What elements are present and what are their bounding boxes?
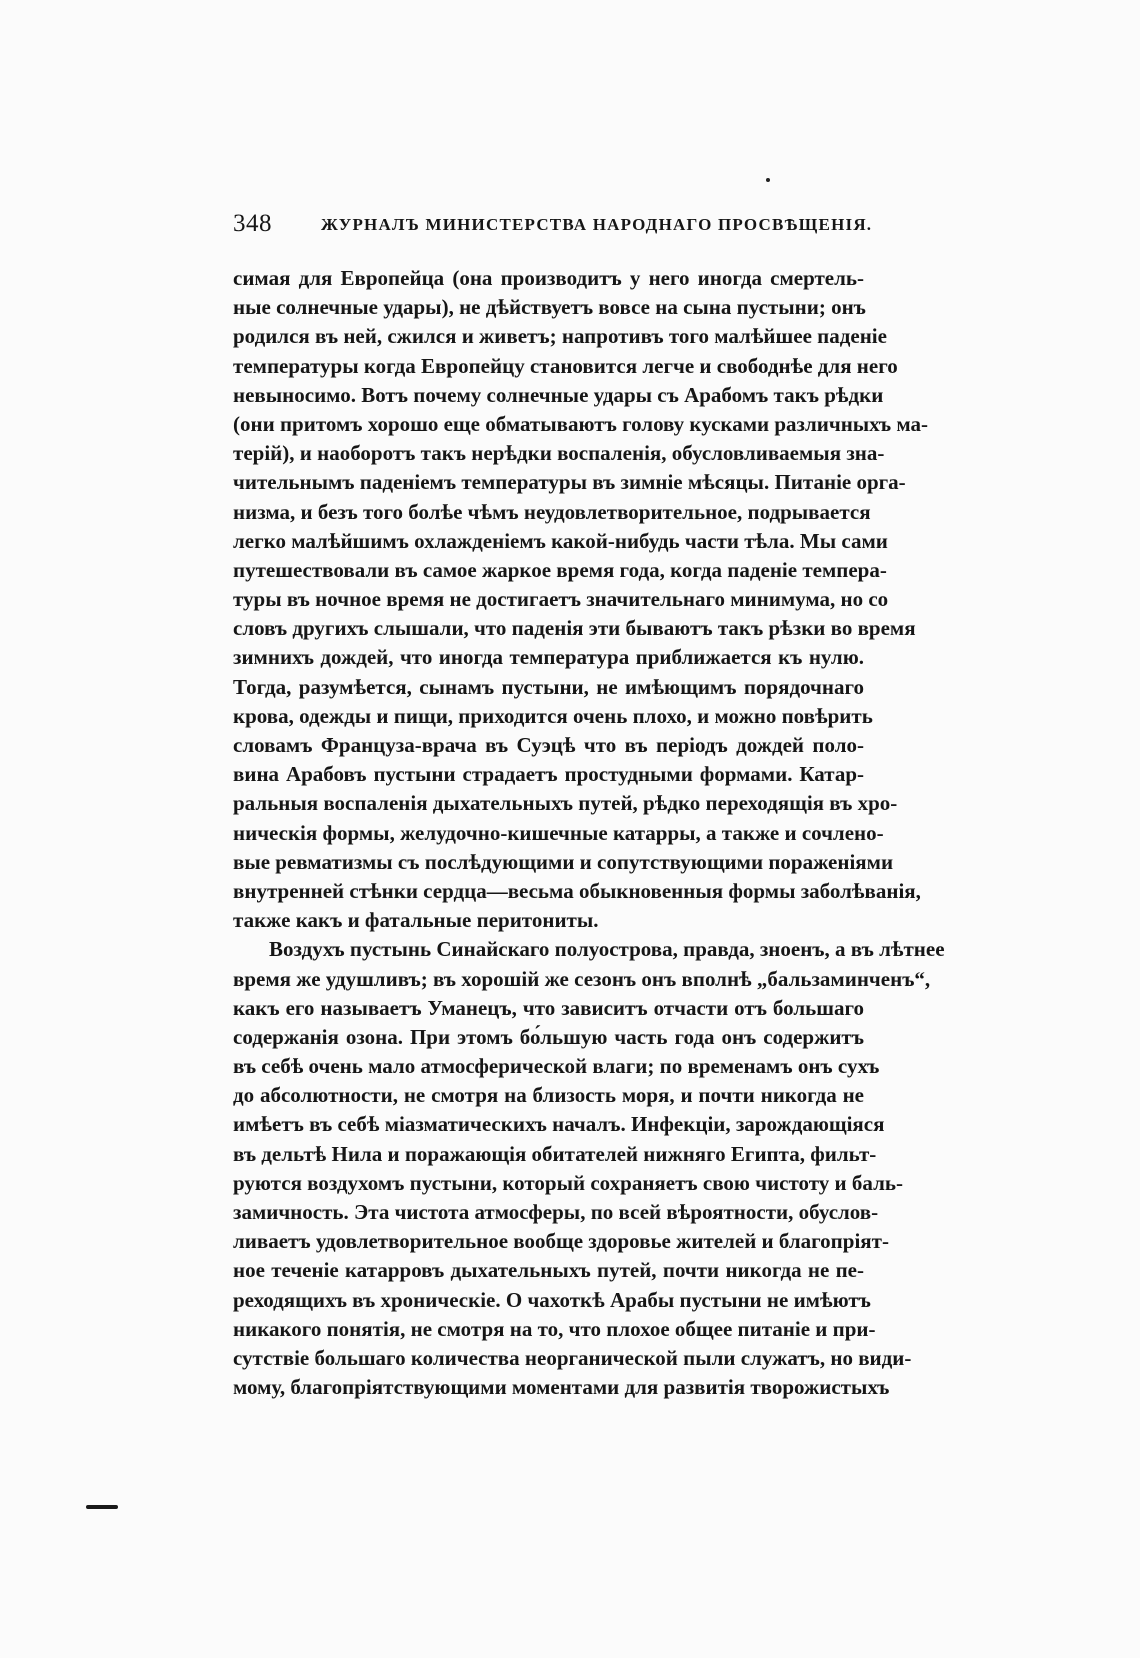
text-line: словамъ Француза-врача въ Суэцѣ что въ періодъ дождей поло- xyxy=(233,733,864,757)
page-number: 348 xyxy=(233,210,272,237)
text-line: легко малѣйшимъ охлажденіемъ какой-нибудь части тѣла. Мы сами xyxy=(233,528,888,553)
text-line: низма, и безъ того болѣе чѣмъ неудовлетворительное, подрывается xyxy=(233,499,871,524)
text-line: какъ его называетъ Уманецъ, что зависитъ отчасти отъ большаго xyxy=(233,995,864,1020)
text-line: ные солнечные удары), не дѣйствуетъ вовсе на сына пустыни; онъ xyxy=(233,295,866,320)
text-line: вина Арабовъ пустыни страдаетъ простудными формами. Катар- xyxy=(233,762,864,787)
paragraph-2 xyxy=(233,935,945,1402)
text-line: Воздухъ пустынь Синайскаго полуострова, правда, зноенъ, а въ лѣтнее xyxy=(269,937,945,962)
text-line: вые ревматизмы съ послѣдующими и сопутствующими пораженіями xyxy=(233,849,894,874)
text-line: невыносимо. Вотъ почему солнечные удары съ Арабомъ такъ рѣдки xyxy=(233,382,884,407)
text-line: реходящихъ въ хроническіе. О чахоткѣ Арабы пустыни не имѣютъ xyxy=(233,1287,871,1312)
text-line: содержанія озона. При этомъ бо́льшую часть года онъ содержитъ xyxy=(233,1024,864,1049)
text-line: чительнымъ паденіемъ температуры въ зимніе мѣсяцы. Питаніе орга- xyxy=(233,470,906,495)
text-line: руются воздухомъ пустыни, который сохраняетъ свою чистоту и баль- xyxy=(233,1170,903,1195)
text-line: въ дельтѣ Нила и поражающія обитателей нижняго Египта, фильт- xyxy=(233,1141,877,1166)
text-line: также какъ и фатальные перитониты. xyxy=(233,908,599,933)
text-line: ливаетъ удовлетворительное вообще здоровье жителей и благопріят- xyxy=(233,1229,889,1254)
running-head xyxy=(233,210,873,244)
text-line: зимнихъ дождей, что иногда температура приближается къ нулю. xyxy=(233,645,864,670)
margin-mark xyxy=(86,1505,118,1509)
text-line: время же удушливъ; въ хорошій же сезонъ онъ вполнѣ „бальзаминченъ“, xyxy=(233,966,931,991)
text-line: въ себѣ очень мало атмосферической влаги; по временамъ онъ сухъ xyxy=(233,1054,880,1079)
text-line: ническія формы, желудочно-кишечные катарры, а также и сочлено- xyxy=(233,820,884,845)
text-line: путешествовали въ самое жаркое время года, когда паденіе темпера- xyxy=(233,557,887,582)
text-line: словъ другихъ слышали, что паденія эти бываютъ такъ рѣзки во время xyxy=(233,616,916,641)
text-line: никакого понятія, не смотря на то, что плохое общее питаніе и при- xyxy=(233,1316,876,1341)
text-line: имѣетъ въ себѣ міазматическихъ началъ. Инфекціи, зарождающіяся xyxy=(233,1112,885,1137)
text-line: замичность. Эта чистота атмосферы, по всей вѣроятности, обуслов- xyxy=(233,1200,879,1224)
text-line: до абсолютности, не смотря на близость моря, и почти никогда не xyxy=(233,1083,864,1108)
text-line: симая для Европейца (она производитъ у него иногда смертель- xyxy=(233,266,864,290)
text-line: (они притомъ хорошо еще обматываютъ голову кусками различныхъ ма- xyxy=(233,411,929,436)
text-line: мому, благопріятствующими моментами для развитія творожистыхъ xyxy=(233,1375,890,1400)
text-line: температуры когда Европейцу становится легче и свободнѣе для него xyxy=(233,353,898,378)
text-line: родился въ ней, сжился и живетъ; напротивъ того малѣйшее паденіе xyxy=(233,324,887,349)
text-line: туры въ ночное время не достигаетъ значительнаго минимума, но со xyxy=(233,587,889,612)
text-line: терій), и наоборотъ такъ нерѣдки воспаленія, обусловливаемыя зна- xyxy=(233,441,885,466)
paragraph-1 xyxy=(233,264,929,935)
journal-title: ЖУРНАЛЪ МИНИСТЕРСТВА НАРОДНАГО ПРОСВѢЩЕНІЯ. xyxy=(321,215,873,234)
body-text xyxy=(233,264,945,1402)
ink-dot xyxy=(766,178,770,182)
text-line: ное теченіе катарровъ дыхательныхъ путей, почти никогда не пе- xyxy=(233,1258,864,1283)
text-line: Тогда, разумѣется, сынамъ пустыни, не имѣющимъ порядочнаго xyxy=(233,674,864,699)
text-line: сутствіе большаго количества неорганической пыли служатъ, но види- xyxy=(233,1345,912,1370)
text-line: ральныя воспаленія дыхательныхъ путей, рѣдко переходящія въ хро- xyxy=(233,791,898,816)
text-line: крова, одежды и пищи, приходится очень плохо, и можно повѣрить xyxy=(233,703,873,728)
text-line: внутренней стѣнки сердца—весьма обыкновенныя формы заболѣванія, xyxy=(233,878,921,903)
